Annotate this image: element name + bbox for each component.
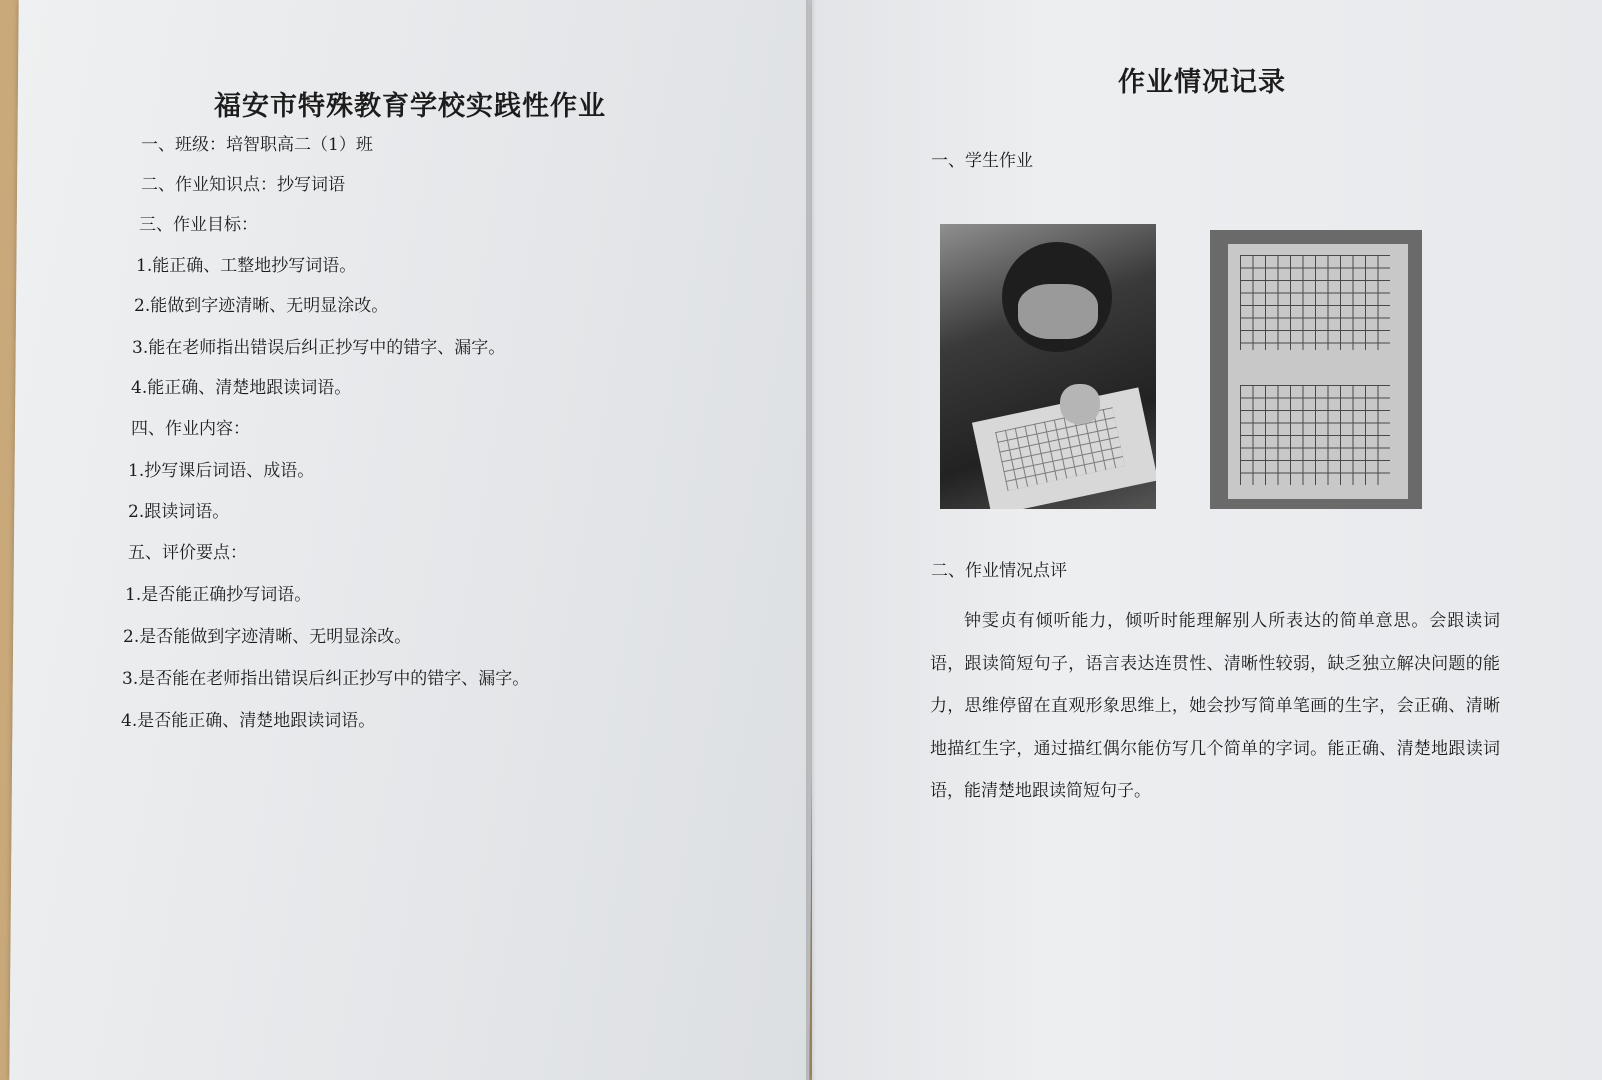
goal-item-3: 3.能在老师指出错误后纠正抄写中的错字、漏字。 [132, 338, 506, 358]
goal-item-1: 1.能正确、工整地抄写词语。 [136, 256, 357, 276]
content-heading: 四、作业内容： [131, 419, 250, 439]
student-face [1018, 284, 1098, 339]
student-writing-photo [940, 224, 1156, 509]
evaluation-item-1: 1.是否能正确抄写词语。 [125, 585, 312, 605]
evaluation-comment-heading: 二、作业情况点评 [931, 561, 1067, 581]
knowledge-point-line: 二、作业知识点：抄写词语 [141, 175, 345, 195]
evaluation-item-3: 3.是否能在老师指出错误后纠正抄写中的错字、漏字。 [122, 669, 530, 689]
content-item-2: 2.跟读词语。 [128, 502, 230, 522]
evaluation-item-2: 2.是否能做到字迹清晰、无明显涂改。 [123, 627, 412, 647]
evaluation-item-4: 4.是否能正确、清楚地跟读词语。 [121, 711, 376, 731]
student-hand [1060, 384, 1100, 424]
evaluation-comment-paragraph: 钟雯贞有倾听能力，倾听时能理解别人所表达的简单意思。会跟读词语，跟读简短句子，语言表达连贯性、清晰性较弱，缺乏独立解决问题的能力，思维停留在直观形象思维上，她会抄写简单笔画的生字，会正确、清晰地描红生字，通过描红偶尔能仿写几个简单的字词。能正确、清楚地跟读词语，能清楚地跟读简短句子。 [930, 611, 1500, 801]
homework-sheet-photo [1210, 230, 1422, 509]
right-page-title: 作业情况记录 [1118, 67, 1286, 98]
goal-item-2: 2.能做到字迹清晰、无明显涂改。 [134, 296, 389, 316]
worksheet-grid-top [1240, 255, 1390, 350]
page-gutter [806, 0, 816, 1080]
left-page-title: 福安市特殊教育学校实践性作业 [214, 91, 606, 122]
student-work-heading: 一、学生作业 [931, 151, 1033, 171]
content-item-1: 1.抄写课后词语、成语。 [128, 461, 315, 481]
class-line: 一、班级：培智职高二（1）班 [141, 135, 373, 155]
worksheet-grid-bottom [1240, 385, 1390, 485]
goal-heading: 三、作业目标： [139, 215, 258, 235]
evaluation-heading: 五、评价要点： [128, 543, 247, 563]
goal-item-4: 4.能正确、清楚地跟读词语。 [131, 378, 352, 398]
